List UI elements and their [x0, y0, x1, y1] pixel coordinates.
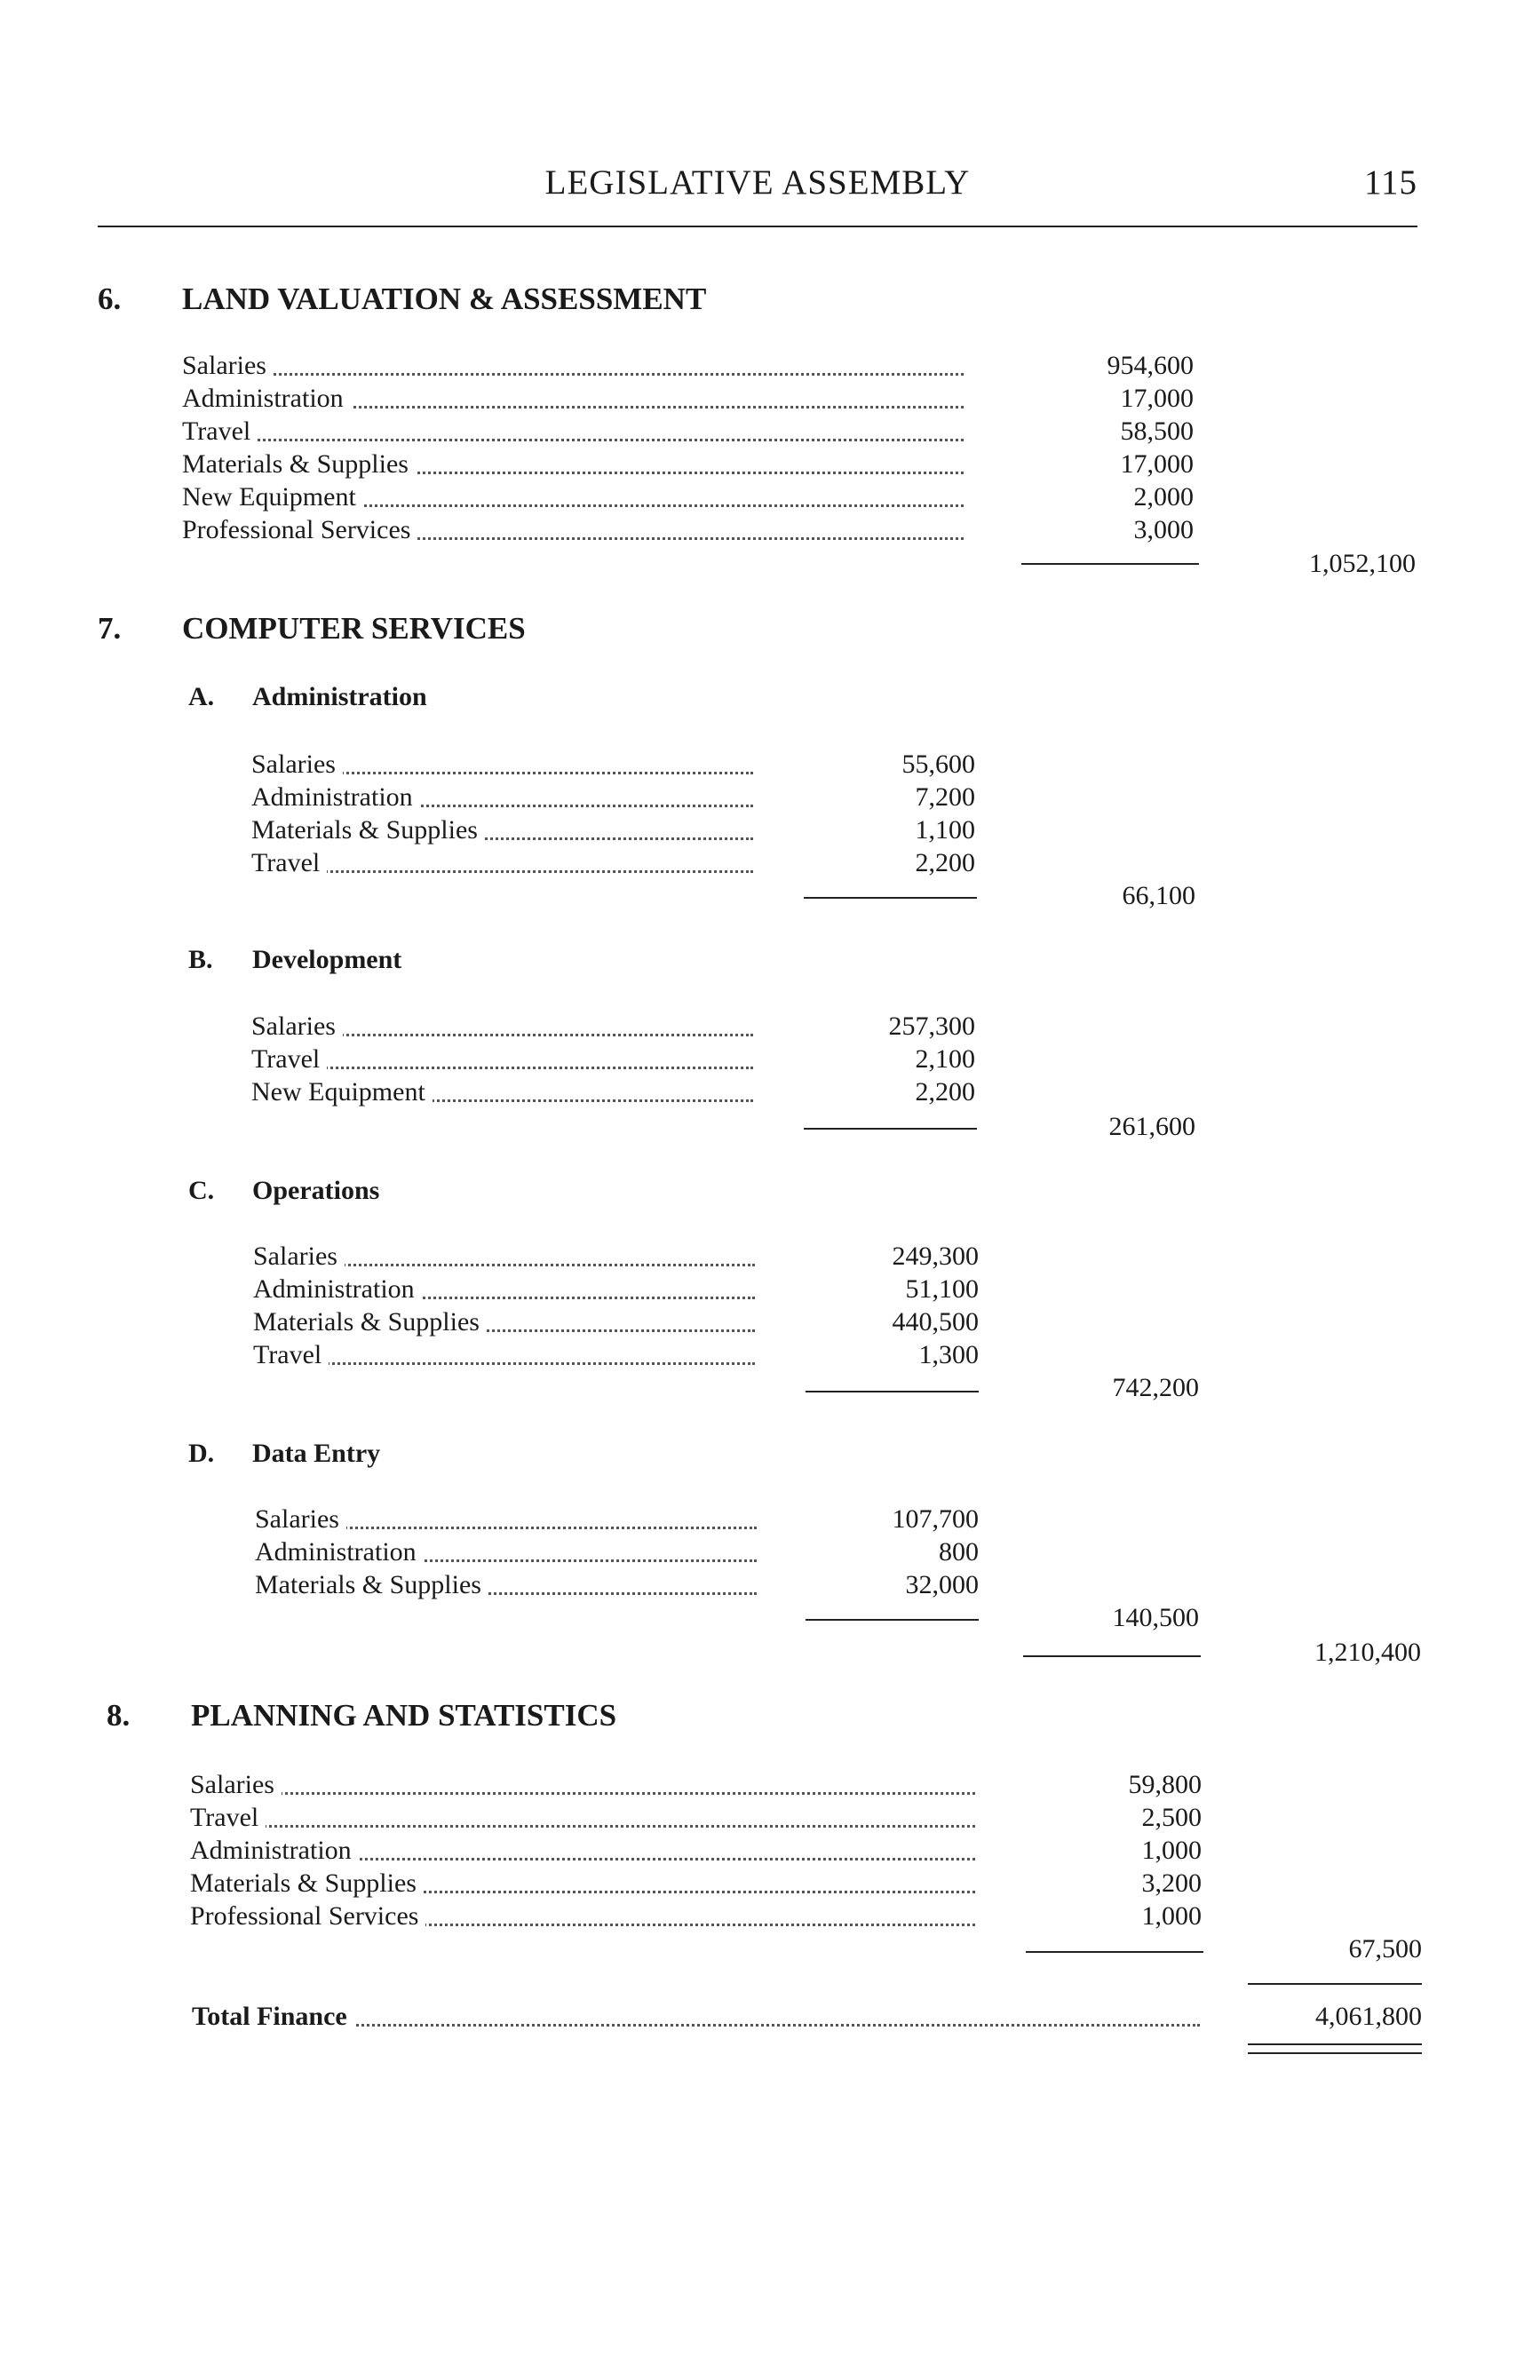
- line-item-label: Salaries: [253, 1240, 345, 1273]
- line-item: [255, 1535, 757, 1568]
- subsection-letter: B.: [188, 945, 213, 974]
- section-title: PLANNING AND STATISTICS: [191, 1698, 617, 1733]
- line-item-label: Materials & Supplies: [182, 448, 416, 480]
- line-item-label: Administration: [253, 1273, 422, 1305]
- line-item-label: Salaries: [251, 1010, 343, 1043]
- line-item-amount: 2,100: [915, 1044, 975, 1074]
- line-item-amount: 1,000: [1141, 1836, 1202, 1865]
- section-total: 1,210,400: [1314, 1638, 1421, 1667]
- header-rule: [98, 226, 1417, 227]
- line-item: [251, 781, 753, 813]
- line-item-amount: 17,000: [1120, 449, 1194, 479]
- line-item: [255, 1503, 757, 1535]
- subtotal-rule: [806, 1619, 979, 1621]
- subsection-heading-data-entry: [188, 1438, 380, 1470]
- line-item-amount: 58,500: [1120, 416, 1194, 446]
- line-item-label: Travel: [182, 415, 258, 448]
- line-item: [182, 349, 964, 382]
- double-rule-bottom: [1248, 2052, 1422, 2054]
- section-heading-planning-statistics: [107, 1698, 616, 1733]
- line-item-amount: 3,000: [1133, 515, 1194, 544]
- subtotal-rule: [1026, 1951, 1203, 1953]
- line-item-amount: 7,200: [915, 782, 975, 812]
- line-item-label: Administration: [190, 1834, 359, 1867]
- line-item: [251, 813, 753, 846]
- line-item: [190, 1768, 975, 1801]
- grand-total-amount: 4,061,800: [1315, 2002, 1422, 2031]
- line-item-label: Materials & Supplies: [251, 813, 485, 846]
- line-item-amount: 249,300: [892, 1242, 979, 1271]
- line-item-label: New Equipment: [182, 480, 363, 513]
- line-item-amount: 59,800: [1128, 1770, 1202, 1799]
- line-item: [251, 1075, 753, 1108]
- line-item-amount: 1,100: [915, 815, 975, 845]
- subtotal-rule: [1023, 1655, 1201, 1657]
- line-item-label: Professional Services: [182, 513, 417, 546]
- total-rule: [1248, 1983, 1422, 1985]
- line-item: [253, 1240, 755, 1273]
- line-item-label: Salaries: [251, 748, 343, 781]
- line-item-label: Travel: [190, 1801, 266, 1834]
- grand-total-label: Total Finance: [192, 2000, 354, 2033]
- line-item: [253, 1273, 755, 1305]
- subsection-subtotal: 66,100: [1122, 881, 1195, 910]
- line-item-label: Salaries: [255, 1503, 346, 1535]
- section-number: 8.: [107, 1698, 131, 1733]
- line-item-label: Professional Services: [190, 1900, 425, 1932]
- section-total: 1,052,100: [1309, 549, 1416, 578]
- line-item-label: New Equipment: [251, 1075, 433, 1108]
- subsection-subtotal: 261,600: [1108, 1112, 1195, 1141]
- double-rule-top: [1248, 2043, 1422, 2045]
- running-title: LEGISLATIVE ASSEMBLY: [544, 163, 971, 202]
- line-item-label: Materials & Supplies: [190, 1867, 424, 1900]
- line-item-amount: 2,500: [1141, 1803, 1202, 1832]
- line-item: [190, 1867, 975, 1900]
- line-item: [190, 1834, 975, 1867]
- line-item-amount: 2,200: [915, 1077, 975, 1107]
- line-item: [253, 1338, 755, 1371]
- line-item-label: Travel: [251, 1043, 327, 1075]
- section-total: 67,500: [1348, 1934, 1422, 1964]
- line-item-label: Administration: [251, 781, 420, 813]
- subsection-subtotal: 742,200: [1112, 1373, 1199, 1402]
- subsection-letter: A.: [188, 682, 215, 711]
- dot-leader: [182, 373, 964, 376]
- section-title: COMPUTER SERVICES: [182, 611, 526, 646]
- dot-leader: [190, 1792, 975, 1795]
- line-item: [253, 1305, 755, 1338]
- line-item-amount: 3,200: [1141, 1868, 1202, 1898]
- line-item-label: Travel: [251, 846, 327, 879]
- section-number: 6.: [98, 282, 122, 316]
- subsection-title: Development: [252, 945, 402, 974]
- subsection-title: Operations: [252, 1176, 380, 1205]
- line-item-amount: 32,000: [905, 1570, 979, 1599]
- line-item-amount: 440,500: [892, 1307, 979, 1337]
- subsection-heading-operations: [188, 1175, 379, 1207]
- section-title: LAND VALUATION & ASSESSMENT: [182, 282, 707, 316]
- subsection-heading-development: [188, 944, 401, 976]
- page-number: 115: [1363, 163, 1417, 202]
- subtotal-rule: [804, 1128, 977, 1130]
- line-item: [182, 382, 964, 415]
- grand-total-row: [192, 2000, 1200, 2033]
- line-item-amount: 107,700: [892, 1504, 979, 1534]
- line-item-label: Materials & Supplies: [255, 1568, 488, 1601]
- line-item-amount: 51,100: [905, 1274, 979, 1304]
- subsection-letter: C.: [188, 1176, 215, 1205]
- line-item-amount: 2,200: [915, 848, 975, 877]
- subsection-subtotal: 140,500: [1112, 1603, 1199, 1632]
- line-item: [182, 415, 964, 448]
- line-item-amount: 257,300: [888, 1012, 975, 1041]
- line-item: [182, 480, 964, 513]
- subtotal-rule: [804, 897, 977, 899]
- dot-leader: [190, 1825, 975, 1828]
- line-item-amount: 2,000: [1133, 482, 1194, 512]
- section-heading-land-valuation: [98, 282, 706, 317]
- line-item-label: Materials & Supplies: [253, 1305, 487, 1338]
- line-item-amount: 954,600: [1107, 351, 1194, 380]
- dot-leader: [182, 439, 964, 441]
- line-item-label: Administration: [255, 1535, 424, 1568]
- subsection-title: Administration: [252, 682, 427, 711]
- section-heading-computer-services: [98, 611, 526, 647]
- line-item: [190, 1801, 975, 1834]
- line-item-label: Salaries: [190, 1768, 282, 1801]
- line-item-amount: 800: [939, 1537, 979, 1567]
- line-item-amount: 17,000: [1120, 384, 1194, 413]
- subsection-title: Data Entry: [252, 1439, 381, 1468]
- subtotal-rule: [1021, 563, 1199, 565]
- line-item: [251, 846, 753, 879]
- line-item-label: Salaries: [182, 349, 274, 382]
- line-item-amount: 55,600: [901, 750, 975, 779]
- subsection-letter: D.: [188, 1439, 215, 1468]
- line-item: [255, 1568, 757, 1601]
- page-header: [98, 163, 1417, 202]
- subsection-heading-administration: [188, 681, 427, 713]
- section-number: 7.: [98, 611, 122, 646]
- line-item-amount: 1,300: [918, 1340, 979, 1369]
- line-item: [190, 1900, 975, 1932]
- line-item: [182, 513, 964, 546]
- line-item-label: Administration: [182, 382, 351, 415]
- subtotal-rule: [806, 1391, 979, 1392]
- line-item: [251, 1043, 753, 1075]
- line-item-label: Travel: [253, 1338, 329, 1371]
- line-item: [251, 1010, 753, 1043]
- line-item: [182, 448, 964, 480]
- line-item-amount: 1,000: [1141, 1901, 1202, 1931]
- line-item: [251, 748, 753, 781]
